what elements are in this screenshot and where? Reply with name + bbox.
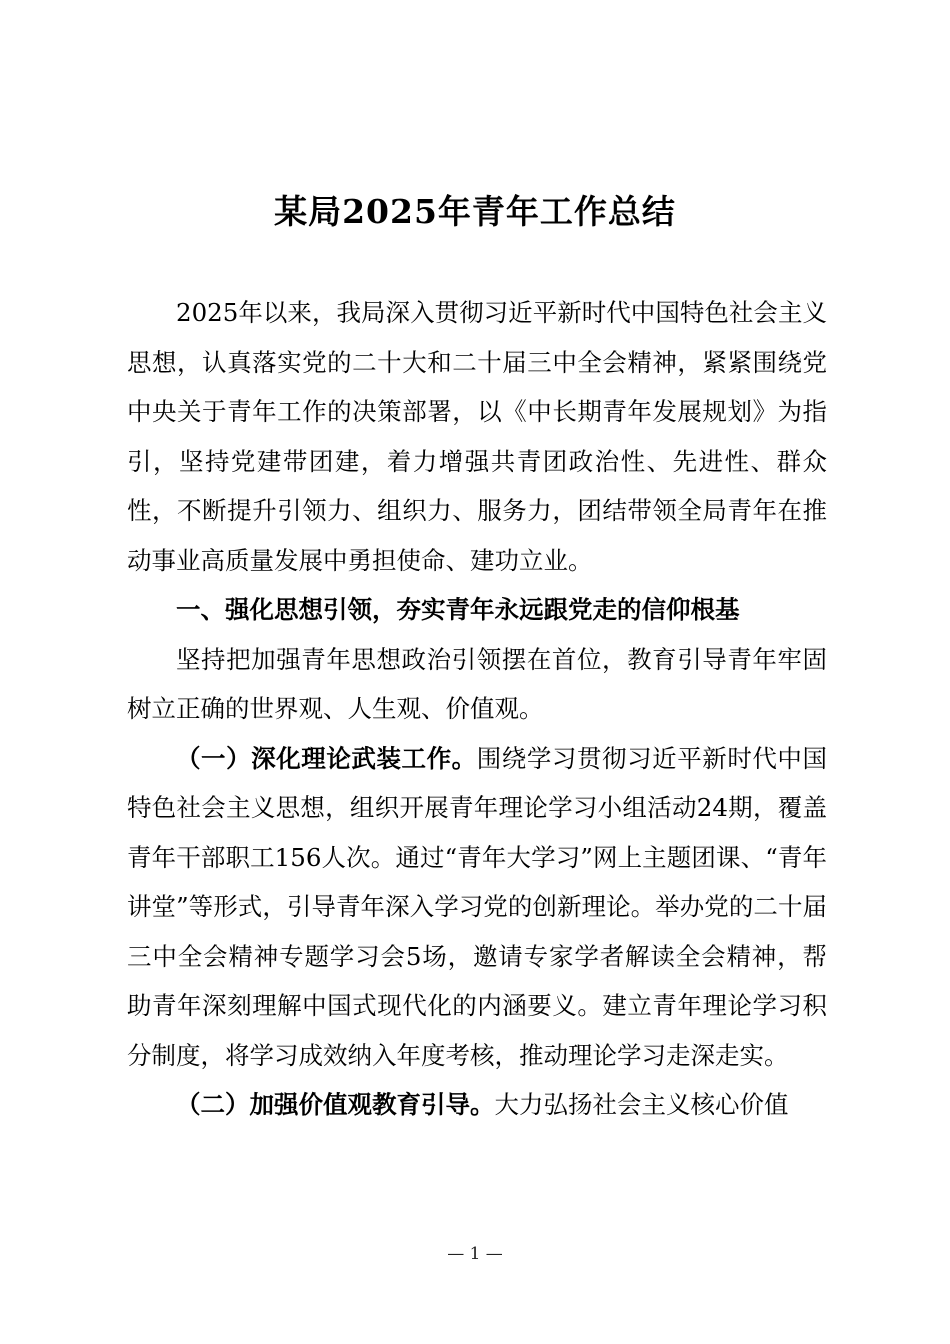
item-2-title: （二）加强价值观教育引导。	[176, 1090, 495, 1119]
section-intro-paragraph: 坚持把加强青年思想政治引领摆在首位，教育引导青年牢固树立正确的世界观、人生观、价值观。	[127, 644, 827, 723]
item-2-paragraph	[127, 1080, 827, 1130]
item-1-paragraph	[127, 734, 827, 1081]
section-heading-1: 一、强化思想引领，夯实青年永远跟党走的信仰根基	[176, 595, 740, 624]
intro-paragraph: 2025年以来，我局深入贯彻习近平新时代中国特色社会主义思想，认真落实党的二十大和二十届三中全会精神，紧紧围绕党中央关于青年工作的决策部署，以《中长期青年发展规划》为指引，坚持党建带团建，着力增强共青团政治性、先进性、群众性，不断提升引领力、组织力、服务力，团结带领全局青年在推动事业高质量发展中勇担使命、建功立业。	[127, 298, 827, 575]
item-1-title: （一）深化理论武装工作。	[176, 743, 477, 773]
item-2-text: 大力弘扬社会主义核心价值	[494, 1090, 789, 1119]
page-number: — 1 —	[447, 1244, 503, 1264]
document-title: 某局2025年青年工作总结	[274, 192, 676, 231]
document-body	[127, 288, 827, 1130]
item-1-text: 围绕学习贯彻习近平新时代中国特色社会主义思想，组织开展青年理论学习小组活动24期，覆盖青年干部职工156人次。通过“青年大学习”网上主题团课、“青年讲堂”等形式，引导青年深入学习党的创新理论。举办党的二十届三中全会精神专题学习会5场，邀请专家学者解读全会精神，帮助青年深刻理解中国式现代化的内涵要义。建立青年理论学习积分制度，将学习成效纳入年度考核，推动理论学习走深走实。	[127, 743, 827, 1070]
